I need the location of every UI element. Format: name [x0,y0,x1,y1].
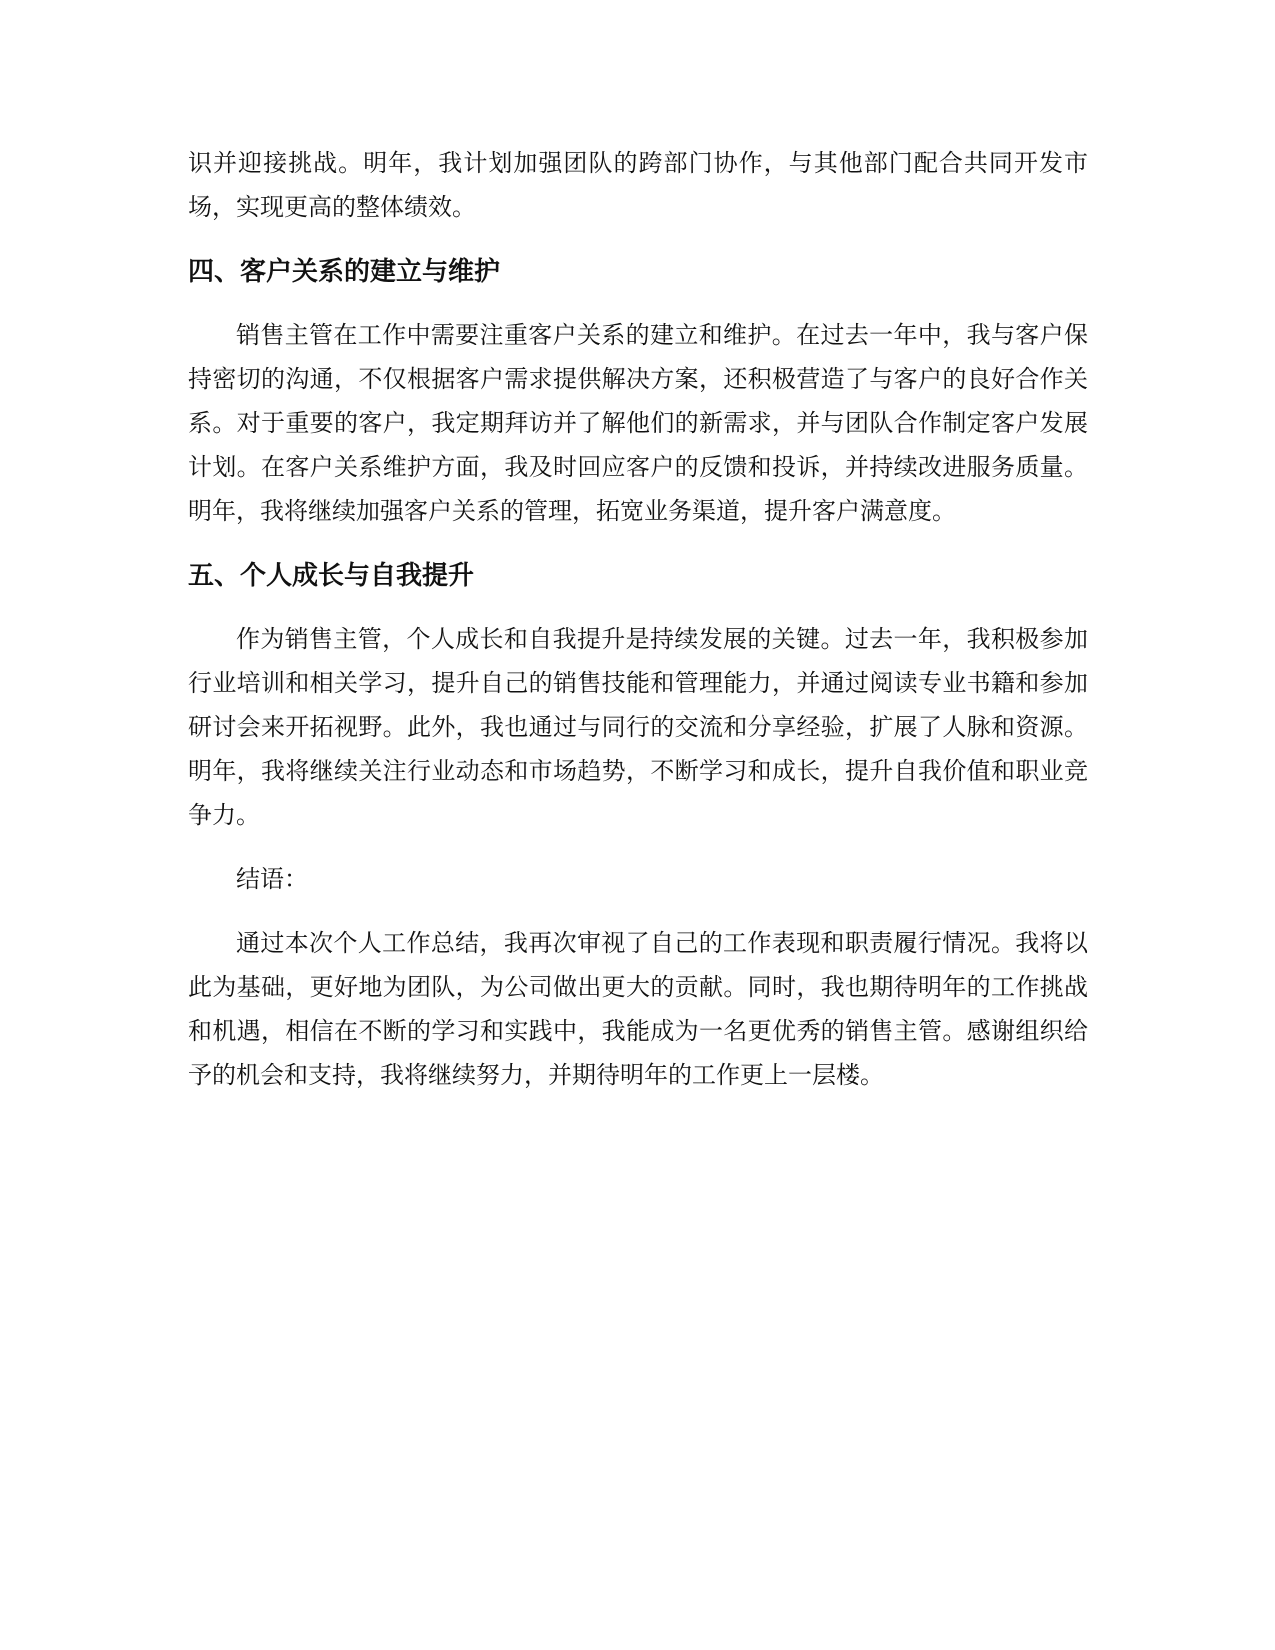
section-5-paragraph: 作为销售主管，个人成长和自我提升是持续发展的关键。过去一年，我积极参加行业培训和相关学习，提升自己的销售技能和管理能力，并通过阅读专业书籍和参加研讨会来开拓视野。此外，我也通过与同行的交流和分享经验，扩展了人脉和资源。明年，我将继续关注行业动态和市场趋势，不断学习和成长，提升自我价值和职业竞争力。 [188,625,1088,829]
conclusion-label: 结语： [236,865,308,893]
section-4-heading: 四、客户关系的建立与维护 [188,257,501,287]
document-body [188,141,1088,1097]
conclusion-paragraph: 通过本次个人工作总结，我再次审视了自己的工作表现和职责履行情况。我将以此为基础，更好地为团队，为公司做出更大的贡献。同时，我也期待明年的工作挑战和机遇，相信在不断的学习和实践中，我能成为一名更优秀的销售主管。感谢组织给予的机会和支持，我将继续努力，并期待明年的工作更上一层楼。 [188,929,1088,1089]
spacer [188,901,1088,921]
intro-paragraph: 识并迎接挑战。明年，我计划加强团队的跨部门协作，与其他部门配合共同开发市场，实现更高的整体绩效。 [188,149,1088,221]
section-4-paragraph: 销售主管在工作中需要注重客户关系的建立和维护。在过去一年中，我与客户保持密切的沟通，不仅根据客户需求提供解决方案，还积极营造了与客户的良好合作关系。对于重要的客户，我定期拜访并了解他们的新需求，并与团队合作制定客户发展计划。在客户关系维护方面，我及时回应客户的反馈和投诉，并持续改进服务质量。明年，我将继续加强客户关系的管理，拓宽业务渠道，提升客户满意度。 [188,321,1088,525]
spacer [188,837,1088,857]
section-5-heading: 五、个人成长与自我提升 [188,561,475,591]
